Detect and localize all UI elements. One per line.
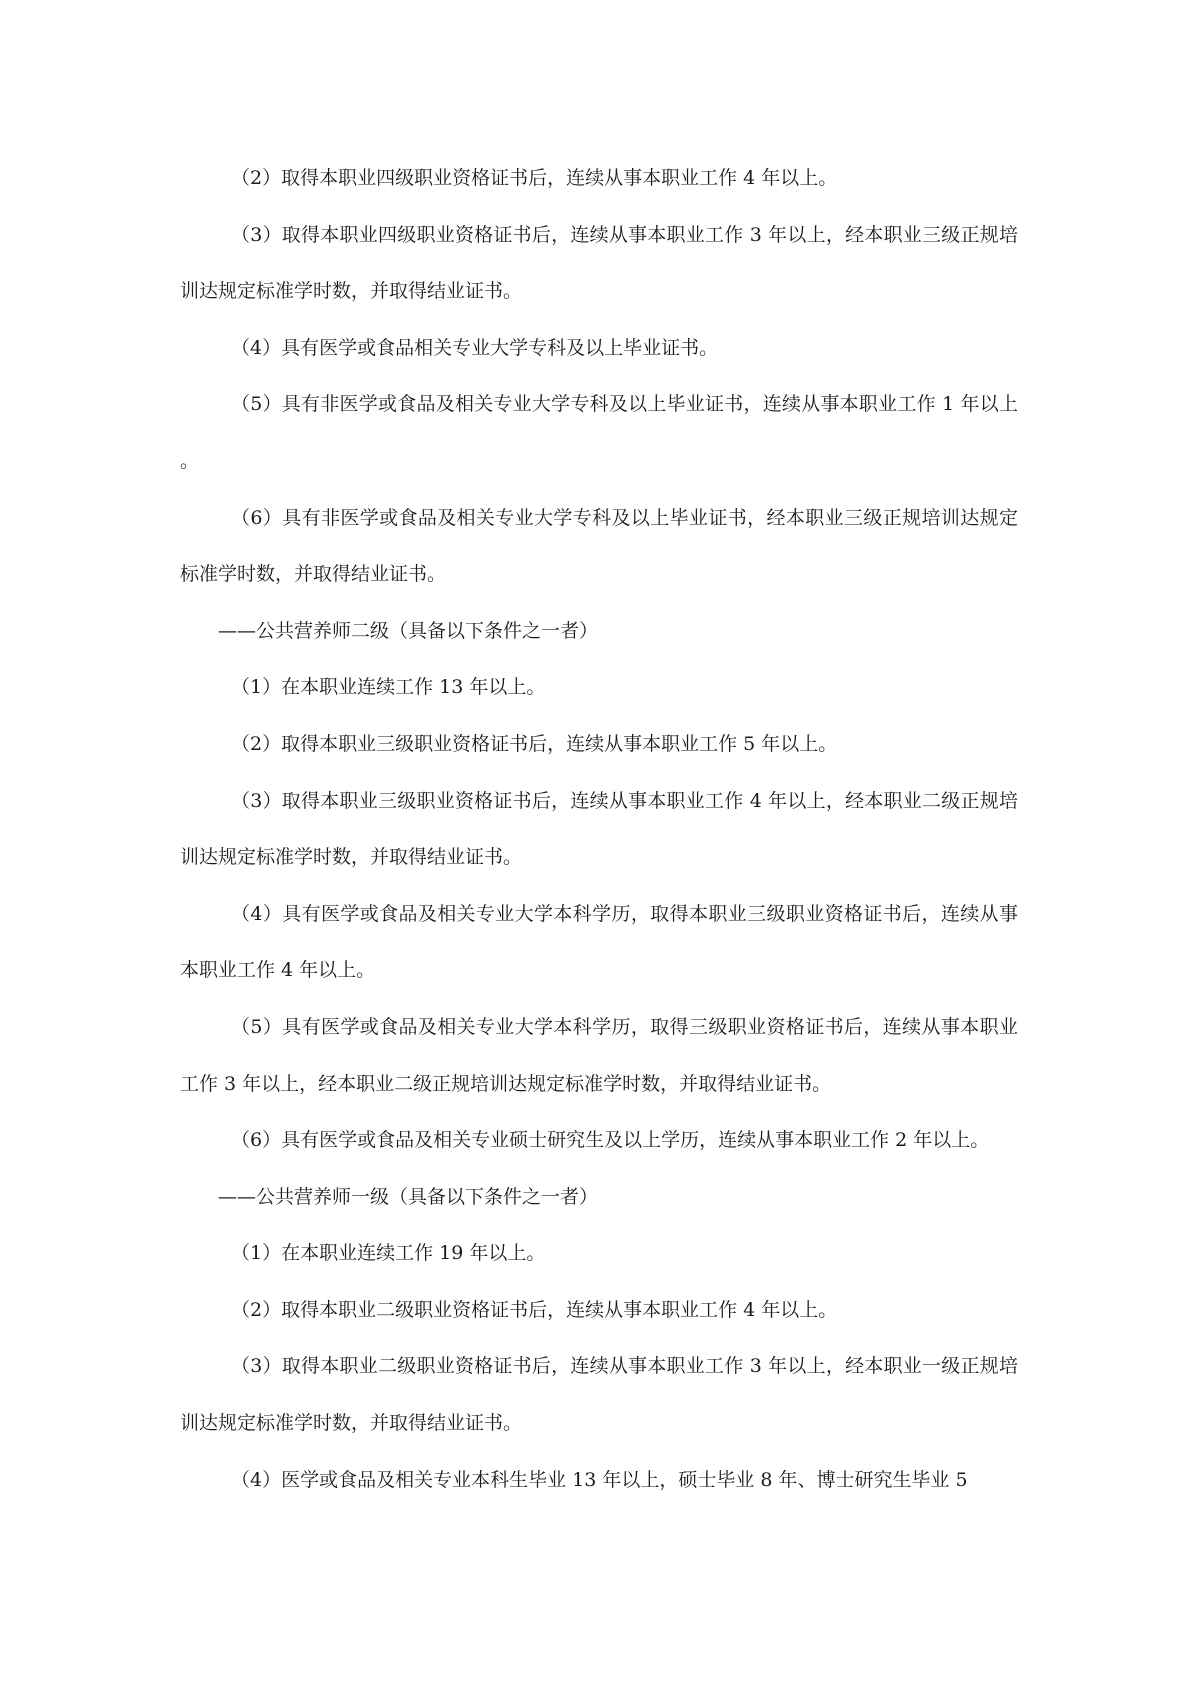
paragraph-condition-5: （5）具有非医学或食品及相关专业大学专科及以上毕业证书，连续从事本职业工作 1 年以上。 [180,393,1018,472]
paragraph-level2-condition-5: （5）具有医学或食品及相关专业大学本科学历，取得三级职业资格证书后，连续从事本职业工作 3 年以上，经本职业二级正规培训达规定标准学时数，并取得结业证书。 [180,1015,1018,1095]
paragraph-level2-condition-6: （6）具有医学或食品及相关专业硕士研究生及以上学历，连续从事本职业工作 2 年以上。 [231,1129,990,1152]
paragraph-level1-condition-1: （1）在本职业连续工作 19 年以上。 [231,1242,546,1265]
document-body [180,150,1018,1508]
paragraph-condition-4: （4）具有医学或食品相关专业大学专科及以上毕业证书。 [231,336,719,359]
paragraph-level2-condition-3: （3）取得本职业三级职业资格证书后，连续从事本职业工作 4 年以上，经本职业二级正规培训达规定标准学时数，并取得结业证书。 [180,789,1018,869]
paragraph-condition-3: （3）取得本职业四级职业资格证书后，连续从事本职业工作 3 年以上，经本职业三级正规培训达规定标准学时数，并取得结业证书。 [180,223,1018,303]
paragraph-condition-2: （2）取得本职业四级职业资格证书后，连续从事本职业工作 4 年以上。 [231,167,838,189]
paragraph-condition-6: （6）具有非医学或食品及相关专业大学专科及以上毕业证书，经本职业三级正规培训达规定标准学时数，并取得结业证书。 [180,506,1018,586]
section-heading-level-2: ——公共营养师二级（具备以下条件之一者） [218,619,599,642]
paragraph-level1-condition-2: （2）取得本职业二级职业资格证书后，连续从事本职业工作 4 年以上。 [231,1298,838,1321]
paragraph-level1-condition-3: （3）取得本职业二级职业资格证书后，连续从事本职业工作 3 年以上，经本职业一级正规培训达规定标准学时数，并取得结业证书。 [180,1355,1018,1435]
paragraph-level2-condition-4: （4）具有医学或食品及相关专业大学本科学历，取得本职业三级职业资格证书后，连续从事本职业工作 4 年以上。 [180,902,1018,982]
paragraph-level1-condition-4: （4）医学或食品及相关专业本科生毕业 13 年以上，硕士毕业 8 年、博士研究生毕业 5 [231,1468,968,1491]
paragraph-level2-condition-2: （2）取得本职业三级职业资格证书后，连续从事本职业工作 5 年以上。 [231,732,838,755]
section-heading-level-1: ——公共营养师一级（具备以下条件之一者） [218,1185,599,1208]
paragraph-level2-condition-1: （1）在本职业连续工作 13 年以上。 [231,676,546,699]
